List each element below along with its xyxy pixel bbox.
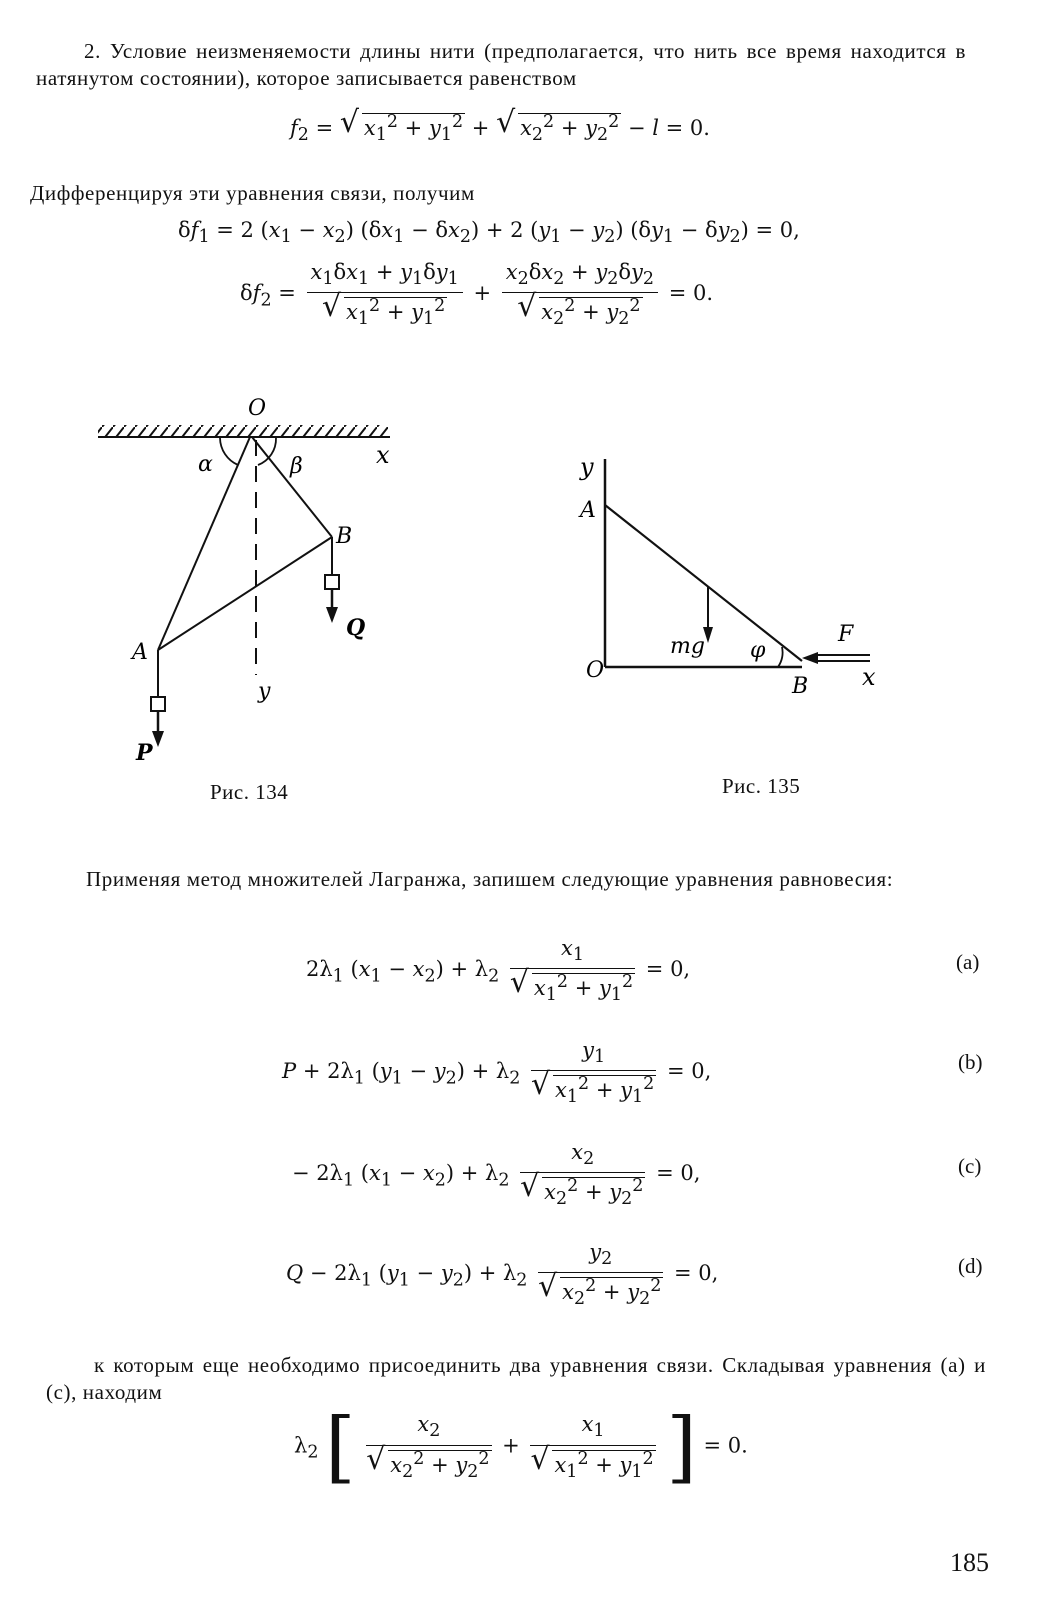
label-Q: Q <box>346 615 366 641</box>
equation-final: $\lambda_2$ [ $x_2$ √ $x_2^2 + y_2^2$ + $x_1$ √ $x_1^2 + y_1^2$ ] = 0. <box>294 1402 748 1492</box>
equation-label-b: (b) <box>958 1050 983 1074</box>
label-B: B <box>792 674 809 699</box>
label-y: y <box>258 679 271 704</box>
paragraph-1: 2. Условие неизменяемости длины нити (предполагается, что нить все время находится в натянутом состоянии), которое записывается равенством <box>36 39 966 90</box>
page-number: 185 <box>950 1548 989 1577</box>
label-B: B <box>336 524 353 549</box>
caption-fig-134: Рис. 134 <box>210 780 289 804</box>
label-beta: β <box>290 454 303 479</box>
equation-df2: $\delta f_2$ = $x_1\delta x_1 + y_1\delta y_1$ √ $x_1^2 + y_1^2$ + $x_2\delta x_2 + y_2\delta y_2$ √ $x_2^2 + y_2^2$ = 0. <box>240 260 713 330</box>
paragraph-2: Дифференцируя эти уравнения связи, получим <box>30 181 475 205</box>
label-P: P <box>136 740 153 766</box>
equation-f2: $f_2$ = √ $x_1^2 + y_1^2$ + √ $x_2^2 + y_2^2 - l = 0$. <box>290 105 710 146</box>
caption-fig-135: Рис. 135 <box>722 774 801 798</box>
equation-b: $P + 2\lambda_1$ $(y_1 - y_2) + \lambda_2$ $y_1$ √ $x_1^2 + y_1^2$ = 0, <box>282 1038 712 1108</box>
equation-label-c: (c) <box>958 1154 982 1178</box>
paragraph-4: к которым еще необходимо присоединить два уравнения связи. Складывая уравнения (a) и (c), находим <box>46 1353 986 1404</box>
weight-Q <box>325 575 339 589</box>
label-x: x <box>376 441 390 469</box>
arrow-P-head <box>152 731 164 747</box>
rod-AB <box>158 537 332 650</box>
ceiling-hatch <box>98 425 388 437</box>
weight-P <box>151 697 165 711</box>
arrow-F-head <box>802 652 818 664</box>
angle-phi-arc <box>778 647 783 667</box>
equation-label-a: (a) <box>956 950 980 974</box>
label-phi: φ <box>750 638 766 663</box>
arrow-Q-head <box>326 607 338 623</box>
label-y: y <box>580 453 594 481</box>
equation-c: − $2\lambda_1$ $(x_1 - x_2) + \lambda_2$ $x_2$ √ $x_2^2 + y_2^2$ = 0, <box>292 1140 701 1210</box>
label-x: x <box>862 663 876 691</box>
figure-134 <box>80 385 420 775</box>
figure-135 <box>570 445 900 705</box>
label-A: A <box>132 640 148 665</box>
paragraph-3: Применяя метод множителей Лагранжа, запишем следующие уравнения равновесия: <box>86 867 894 891</box>
label-alpha: α <box>198 452 213 477</box>
thread-OB <box>252 437 332 537</box>
equation-df1: $\delta f_1 = 2$ $(x_1 - x_2) (\delta x_1 - \delta x_2) + 2$ $(y_1 - y_2) (\delta y_1 - \delta y_2) = 0$, <box>178 218 800 248</box>
label-mg: mg <box>670 634 705 659</box>
angle-beta-arc <box>258 438 276 465</box>
equation-d: $Q - 2\lambda_1$ $(y_1 - y_2) + \lambda_2$ $y_2$ √ $x_2^2 + y_2^2$ = 0, <box>286 1240 719 1310</box>
equation-a: $2\lambda_1$ $(x_1 - x_2) + \lambda_2$ $x_1$ √ $x_1^2 + y_1^2$ = 0, <box>306 936 691 1006</box>
angle-alpha-arc <box>220 438 238 465</box>
label-A: A <box>580 498 596 523</box>
label-O: O <box>586 658 605 683</box>
label-F: F <box>838 622 854 647</box>
label-O: O <box>248 396 267 421</box>
equation-label-d: (d) <box>958 1254 983 1278</box>
